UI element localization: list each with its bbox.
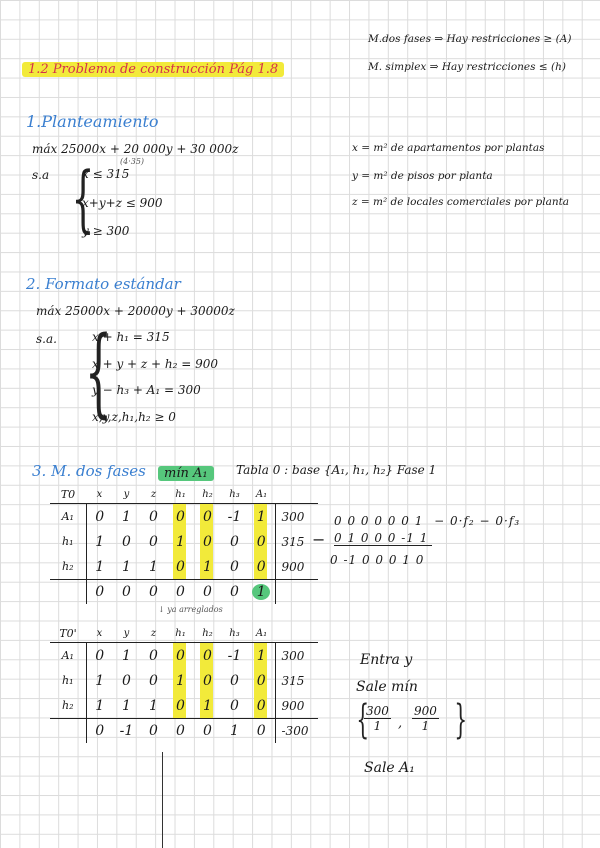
- cell: 0: [176, 723, 185, 739]
- ratio-open-brace: {: [356, 697, 370, 743]
- cell: 0: [140, 643, 167, 669]
- cell: 1: [113, 554, 140, 580]
- row-base: h₁: [50, 668, 86, 693]
- ratio-1-num: 300: [366, 704, 389, 718]
- col-header: h₃: [229, 627, 240, 639]
- s2-objective: máx 25000x + 20000y + 30000z: [36, 304, 235, 318]
- s1-var-y: y = m² de pisos por planta: [352, 170, 493, 182]
- rhs: 300: [275, 643, 318, 669]
- col-header: h₁: [175, 627, 186, 639]
- col-header: h₃: [229, 488, 240, 500]
- row-base: A₁: [50, 643, 86, 669]
- cell: 1: [86, 554, 113, 580]
- col-header: x: [96, 488, 103, 500]
- section-2-heading: 2. Formato estándar: [26, 275, 181, 293]
- ratio-close-brace: }: [454, 697, 468, 743]
- ratio-2-num: 900: [414, 704, 437, 718]
- cell: 0: [140, 504, 167, 530]
- col-header: y: [123, 488, 130, 500]
- two-phase-note: M.dos fases ⇒ Hay restricciones ≥ (A): [368, 33, 572, 45]
- cell: 0: [248, 719, 275, 744]
- calc-line-3: 0 -1 0 0 0 1 0: [330, 553, 425, 567]
- cell: 1: [140, 554, 167, 580]
- col-header: x: [96, 627, 103, 639]
- rhs: 900: [275, 693, 318, 719]
- tableau-1-label: T0': [59, 626, 77, 640]
- cell: 0: [230, 584, 239, 600]
- s1-c3: y ≥ 300: [82, 224, 130, 238]
- cell: 0: [221, 554, 248, 580]
- cell: 0: [230, 533, 239, 550]
- cell: -1: [221, 504, 248, 530]
- cell: 0: [95, 584, 105, 600]
- cell: 0: [149, 672, 158, 689]
- section-1-heading: 1.Planteamiento: [26, 112, 159, 131]
- cell: 1: [167, 529, 194, 554]
- col-header: y: [123, 627, 130, 639]
- rhs: 315: [281, 673, 305, 688]
- cell: 0: [149, 584, 158, 600]
- rhs: -300: [281, 724, 309, 738]
- simplex-note: M. simplex ⇒ Hay restricciones ≤ (h): [368, 61, 566, 73]
- calc-row-1: 0 0 0 0 0 0 1: [334, 514, 424, 528]
- cell: -1: [119, 723, 134, 739]
- s1-var-z: z = m² de locales comerciales por planta: [352, 196, 570, 208]
- s1-small-note: (4·35): [120, 157, 145, 166]
- col-header: h₂: [202, 627, 213, 639]
- arrow-note-text: ya arreglados: [167, 605, 223, 614]
- cell: 0: [248, 529, 275, 554]
- cell: 1: [140, 693, 167, 719]
- cell: 0: [167, 643, 194, 669]
- cell: 0: [176, 584, 185, 600]
- ratio-1-den: 1: [373, 719, 382, 733]
- ratio-2-den: 1: [421, 719, 430, 733]
- ratio-comma: ,: [398, 716, 403, 731]
- ratio-set: [350, 697, 490, 746]
- col-header: z: [150, 627, 157, 639]
- cell: 1: [230, 723, 239, 739]
- calc-line-2: 0 1 0 0 0 -1 1: [334, 531, 432, 546]
- min-a1-highlight: mín A₁: [158, 466, 214, 481]
- cell: 0: [86, 504, 113, 530]
- objective-row: [50, 719, 318, 744]
- col-header: A₁: [255, 488, 268, 500]
- cell: 0: [230, 672, 239, 689]
- s2-brace: {: [84, 316, 113, 428]
- cell: 0: [167, 554, 194, 580]
- cell: 0: [95, 723, 105, 739]
- objective-row: [50, 580, 318, 605]
- cell: 0: [248, 554, 275, 580]
- rhs: 300: [275, 504, 318, 530]
- cell: 1: [248, 643, 275, 669]
- col-header: A₁: [255, 627, 268, 639]
- row-base: h₂: [50, 693, 86, 719]
- cell: 0: [194, 643, 221, 669]
- s1-sa: s.a: [32, 168, 50, 182]
- rhs: 315: [281, 534, 305, 549]
- table-row: [50, 693, 318, 719]
- cell: 0: [149, 533, 158, 550]
- col-header: z: [150, 488, 157, 500]
- cell: 1: [113, 643, 140, 669]
- s1-brace: {: [71, 156, 95, 240]
- ratio-2: [412, 704, 439, 733]
- row-base: A₁: [50, 504, 86, 530]
- row-base: h₂: [50, 554, 86, 580]
- cell: 0: [194, 529, 221, 554]
- table-row: [50, 504, 318, 530]
- cell: [248, 580, 275, 605]
- cell: 1: [248, 504, 275, 530]
- table-row: [50, 529, 318, 554]
- s2-c2: x + y + z + h₂ = 900: [92, 357, 219, 371]
- table-row: [50, 668, 318, 693]
- s1-var-x: x = m² de apartamentos por plantas: [352, 142, 545, 154]
- rhs: 900: [275, 554, 318, 580]
- cell: 0: [149, 723, 158, 739]
- s1-objective: máx 25000x + 20 000y + 30 000z: [32, 142, 239, 156]
- col-header: h₂: [202, 488, 213, 500]
- cell: 0: [248, 668, 275, 693]
- entra-text: Entra y: [360, 652, 413, 668]
- col-header: h₁: [175, 488, 186, 500]
- s1-c2: x+y+z ≤ 900: [82, 196, 163, 210]
- cell: 0: [122, 672, 131, 689]
- cell: 0: [221, 693, 248, 719]
- cell: -1: [221, 643, 248, 669]
- ratio-1: [364, 704, 391, 733]
- arrow-note: [158, 605, 223, 614]
- table-row: [50, 554, 318, 580]
- calc-tail: − 0·f₂ − 0·f₃: [434, 514, 521, 528]
- calc-minus: −: [312, 530, 326, 549]
- table-row: [50, 643, 318, 669]
- cell: 0: [203, 723, 212, 739]
- s2-sa: s.a.: [36, 332, 57, 346]
- cell: 1: [194, 693, 221, 719]
- cell: 0: [167, 504, 194, 530]
- s2-c1: x + h₁ = 315: [92, 330, 170, 344]
- divider-line: [162, 752, 163, 848]
- section-3-heading: 3. M. dos fases: [32, 462, 146, 480]
- cell: 1: [113, 504, 140, 530]
- cell: 1: [194, 554, 221, 580]
- cell: 1: [167, 668, 194, 693]
- sale-min-text: Sale mín: [356, 679, 418, 695]
- tableau-0: [50, 485, 318, 604]
- cell: 0: [248, 693, 275, 719]
- cell: 1: [95, 672, 105, 689]
- cell: 0: [194, 668, 221, 693]
- s2-c3: y − h₃ + A₁ = 300: [92, 383, 201, 397]
- title-highlight: 1.2 Problema de construcción Pág 1.8: [22, 62, 284, 77]
- cell: 0: [122, 584, 131, 600]
- cell: 0: [122, 533, 131, 550]
- tableau-1-header: [50, 624, 318, 643]
- cell: 1: [113, 693, 140, 719]
- cell: 0: [86, 643, 113, 669]
- sale-a1-text: Sale A₁: [364, 760, 415, 776]
- down-arrow-icon: ↓: [158, 605, 165, 614]
- cell: 1: [86, 693, 113, 719]
- calc-line-1: [334, 514, 520, 528]
- cell: 1: [95, 533, 105, 550]
- cell: 0: [194, 504, 221, 530]
- page-title: [22, 58, 284, 77]
- tableau-1: [50, 624, 318, 743]
- s3-min-label: [158, 462, 214, 481]
- a1-green-marker: 1: [252, 584, 270, 600]
- row-base: h₁: [50, 529, 86, 554]
- cell: 0: [167, 693, 194, 719]
- s3-tabla-label: Tabla 0 : base {A₁, h₁, h₂} Fase 1: [236, 463, 437, 477]
- tableau-0-header: [50, 485, 318, 504]
- cell: 0: [203, 584, 212, 600]
- s1-c1: x ≤ 315: [82, 167, 130, 181]
- s2-c4: x,y,z,h₁,h₂ ≥ 0: [92, 410, 176, 424]
- tableau-0-label: T0: [60, 487, 76, 501]
